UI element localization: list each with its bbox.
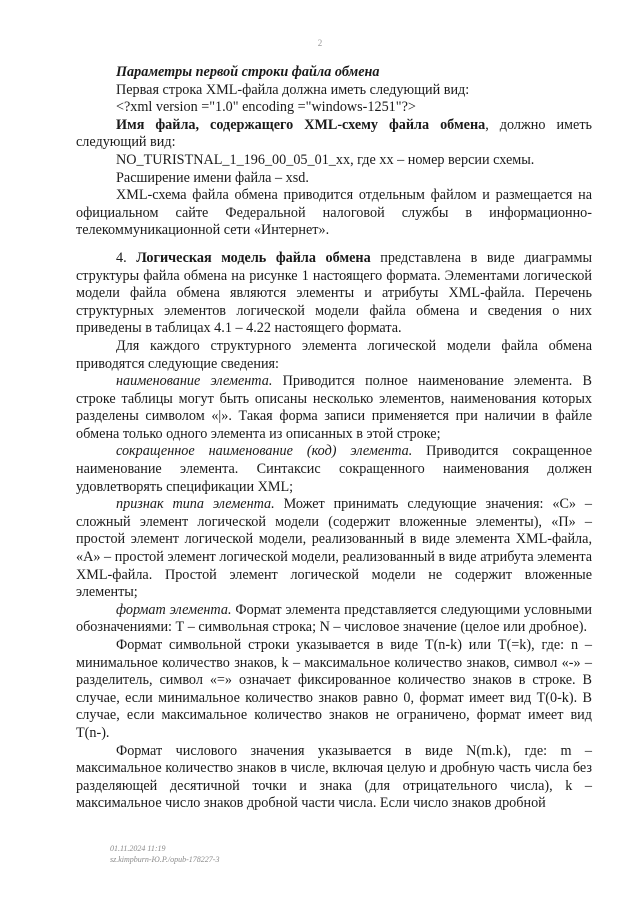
bold-term: Имя файла, содержащего XML-схему файла обмена xyxy=(116,116,486,133)
paragraph-first-line: Первая строка XML-файла должна иметь следующий вид: xyxy=(116,81,470,98)
paragraph-text: представлена в виде диаграммы структуры файла обмена на рисунке 1 настоящего формата. Элементами логической модели файла обмена являются элементы и атрибуты XML-файла. Перечень структурных элементов логической модели файла обмена и сведения о них приведены в таблицах 4.1 – 4.22 настоящего формата. xyxy=(76,249,593,337)
paragraph-text: Формат элемента представляется следующими условными обозначениями: Т – символьная строка; N – числовое значение (целое или дробное). xyxy=(76,601,592,636)
footer-timestamp: 01.11.2024 11:19 xyxy=(110,844,166,853)
paragraph-extension: Расширение имени файла – xsd. xyxy=(116,169,309,186)
paragraph-schema-publication: XML-схема файла обмена приводится отдельным файлом и размещается на официальном сайте Федеральной налоговой службы в информационно-телекоммуникационной сети «Интернет». xyxy=(76,187,592,239)
section-heading: Параметры первой строки файла обмена xyxy=(116,64,380,80)
paragraph-text: Может принимать следующие значения: «С» – сложный элемент логической модели (содержит вложенные элементы), «П» – простой элемент логической модели, реализованный в виде элемента XML-файла, «А» – простой элемент логической модели, реализованный в виде атрибута элемента XML-файла. Простой элемент логической модели не содержит вложенные элементы; xyxy=(76,496,592,601)
italic-term: формат элемента. xyxy=(116,601,232,618)
item-number: 4. xyxy=(116,249,137,266)
page-number: 2 xyxy=(317,38,323,48)
paragraph-element-type xyxy=(76,496,592,602)
paragraph-logical-model xyxy=(76,250,592,338)
paragraph-schema-filename xyxy=(76,117,592,152)
italic-term: сокращенное наименование (код) элемента. xyxy=(116,443,413,460)
paragraph-xml-declaration: <?xml version ="1.0" encoding ="windows-1251"?> xyxy=(116,99,416,116)
italic-term: признак типа элемента. xyxy=(116,496,275,513)
document-body xyxy=(76,64,592,813)
bold-term: Логическая модель файла обмена xyxy=(136,249,371,266)
paragraph-text: , должно иметь следующий вид: xyxy=(76,116,593,151)
footer-reference: sz.kimpburn-Ю.Р./opub-178227-3 xyxy=(110,855,220,864)
paragraph-text: Приводится сокращенное наименование элемента. Синтаксис сокращенного наименования должен удовлетворять спецификации XML; xyxy=(76,443,592,495)
paragraph-element-name xyxy=(76,373,592,443)
paragraph-element-format xyxy=(76,602,592,637)
paragraph-text: Приводится полное наименование элемента. В строке таблицы могут быть описаны несколько элементов, наименования которых разделены символом «|». Такая форма записи применяется при наличии в файле обмена только одного элемента из описанных в этой строке; xyxy=(76,373,592,442)
footer-stamp xyxy=(110,843,219,865)
paragraph-element-code xyxy=(76,443,592,496)
paragraph-string-format: Формат символьной строки указывается в виде Т(n-k) или Т(=k), где: n – минимальное количество знаков, k – максимальное количество знаков, символ «-» – разделитель, символ «=» означает фиксированное количество знаков в строке. В случае, если минимальное количество знаков равно 0, формат имеет вид Т(0-k). В случае, если максимальное количество знаков не ограничено, формат имеет вид Т(n-). xyxy=(76,637,592,741)
paragraph-schema-name: NO_TURISTNAL_1_196_00_05_01_xx, где xx – номер версии схемы. xyxy=(116,151,535,168)
italic-term: наименование элемента. xyxy=(116,373,273,390)
paragraph-number-format: Формат числового значения указывается в виде N(m.k), где: m – максимальное количество знаков в числе, включая целую и дробную часть числа без разделяющей десятичной точки и знака (для отрицательного числа), k – максимальное число знаков дробной части числа. Если число знаков дробной xyxy=(76,742,592,812)
paragraph-element-info: Для каждого структурного элемента логической модели файла обмена приводятся следующие сведения: xyxy=(76,337,592,372)
